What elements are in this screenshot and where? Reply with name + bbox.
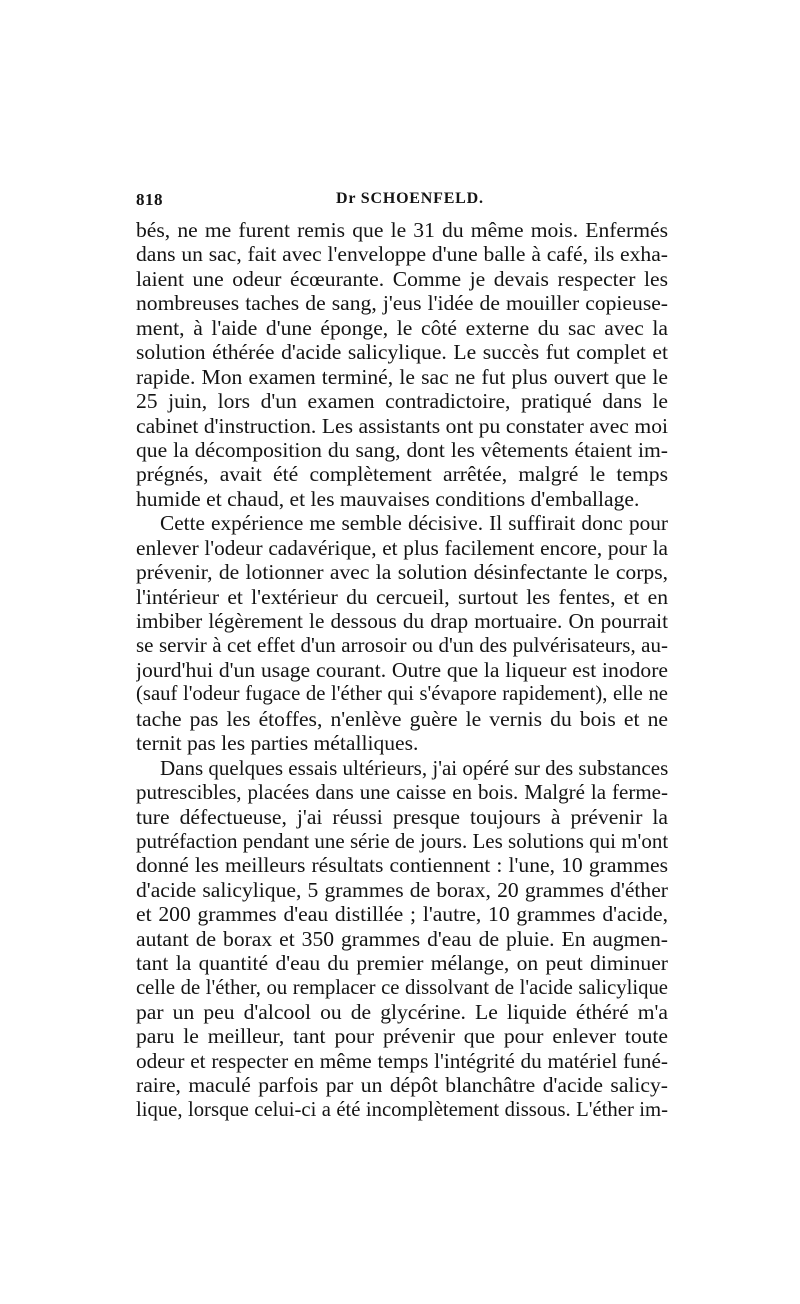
running-head: Dr SCHOENFELD. (336, 190, 484, 207)
text-line: lique, lorsque celui-ci a été incomplètement dissous. L'éther im- (136, 1098, 668, 1121)
text-line: cabinet d'instruction. Les assistants ont pu constater avec moi (136, 413, 668, 438)
text-line: celle de l'éther, ou remplacer ce dissolvant de l'acide salicylique (136, 976, 668, 999)
paragraph-last-line: ternit pas les parties métalliques. (136, 731, 419, 756)
text-line: putréfaction pendant une série de jours. Les solutions qui m'ont (136, 828, 668, 853)
text-line: ture défectueuse, j'ai réussi presque toujours à prévenir la (136, 804, 668, 829)
text-line: et 200 grammes d'eau distillée ; l'autre, 10 grammes d'acide, (136, 902, 668, 927)
text-line: d'acide salicylique, 5 grammes de borax, 20 grammes d'éther (136, 877, 668, 902)
paragraph-first-line: Cette expérience me semble décisive. Il suffirait donc pour (160, 511, 668, 536)
text-line: tache pas les étoffes, n'enlève guère le vernis du bois et ne (136, 706, 668, 731)
text-line: putrescibles, placées dans une caisse en bois. Malgré la ferme- (136, 780, 668, 805)
text-line: se servir à cet effet d'un arrosoir ou d'un des pulvérisateurs, au- (136, 633, 668, 658)
text-line: par un peu d'alcool ou de glycérine. Le liquide éthéré m'a (136, 1000, 668, 1024)
text-line: 25 juin, lors d'un examen contradictoire, pratiqué dans le (136, 389, 668, 414)
text-line: bés, ne me furent remis que le 31 du même mois. Enfermés (136, 218, 668, 242)
text-line: paru le meilleur, tant pour prévenir que pour enlever toute (136, 1024, 668, 1049)
text-line: jourd'hui d'un usage courant. Outre que la liqueur est inodore (136, 657, 668, 682)
paragraph-last-line: humide et chaud, et les mauvaises conditions d'emballage. (136, 486, 640, 511)
text-line: (sauf l'odeur fugace de l'éther qui s'évapore rapidement), elle ne (136, 683, 668, 706)
text-line: rapide. Mon examen terminé, le sac ne fut plus ouvert que le (136, 364, 668, 389)
text-line: autant de borax et 350 grammes d'eau de pluie. En augmen- (136, 926, 668, 951)
text-line: imbiber légèrement le dessous du drap mortuaire. On pourrait (136, 609, 668, 633)
text-line: raire, maculé parfois par un dépôt blanchâtre d'acide salicy- (136, 1073, 668, 1098)
body-text (136, 218, 668, 1122)
text-line: prégnés, avait été complètement arrêtée, malgré le temps (136, 462, 668, 487)
text-line: donné les meilleurs résultats contiennent : l'une, 10 grammes (136, 853, 668, 878)
text-line: solution éthérée d'acide salicylique. Le succès fut complet et (136, 340, 668, 365)
text-line: l'intérieur et l'extérieur du cercueil, surtout les fentes, et en (136, 584, 668, 609)
text-line: dans un sac, fait avec l'enveloppe d'une balle à café, ils exha- (136, 242, 668, 267)
text-line: tant la quantité d'eau du premier mélange, on peut diminuer (136, 951, 668, 976)
text-line: nombreuses taches de sang, j'eus l'idée de mouiller copieuse- (136, 291, 668, 316)
text-line: odeur et respecter en même temps l'intégrité du matériel funé- (136, 1048, 668, 1073)
text-line: prévenir, de lotionner avec la solution désinfectante le corps, (136, 560, 668, 585)
text-line: enlever l'odeur cadavérique, et plus facilement encore, pour la (136, 535, 668, 560)
book-page (136, 186, 668, 1122)
text-line: que la décomposition du sang, dont les vêtements étaient im- (136, 437, 668, 462)
text-line: ment, à l'aide d'une éponge, le côté externe du sac avec la (136, 315, 668, 340)
page-number: 818 (136, 190, 163, 209)
paragraph-first-line: Dans quelques essais ultérieurs, j'ai opéré sur des substances (160, 755, 668, 780)
text-line: laient une odeur écœurante. Comme je devais respecter les (136, 266, 668, 291)
page-header (136, 186, 668, 218)
